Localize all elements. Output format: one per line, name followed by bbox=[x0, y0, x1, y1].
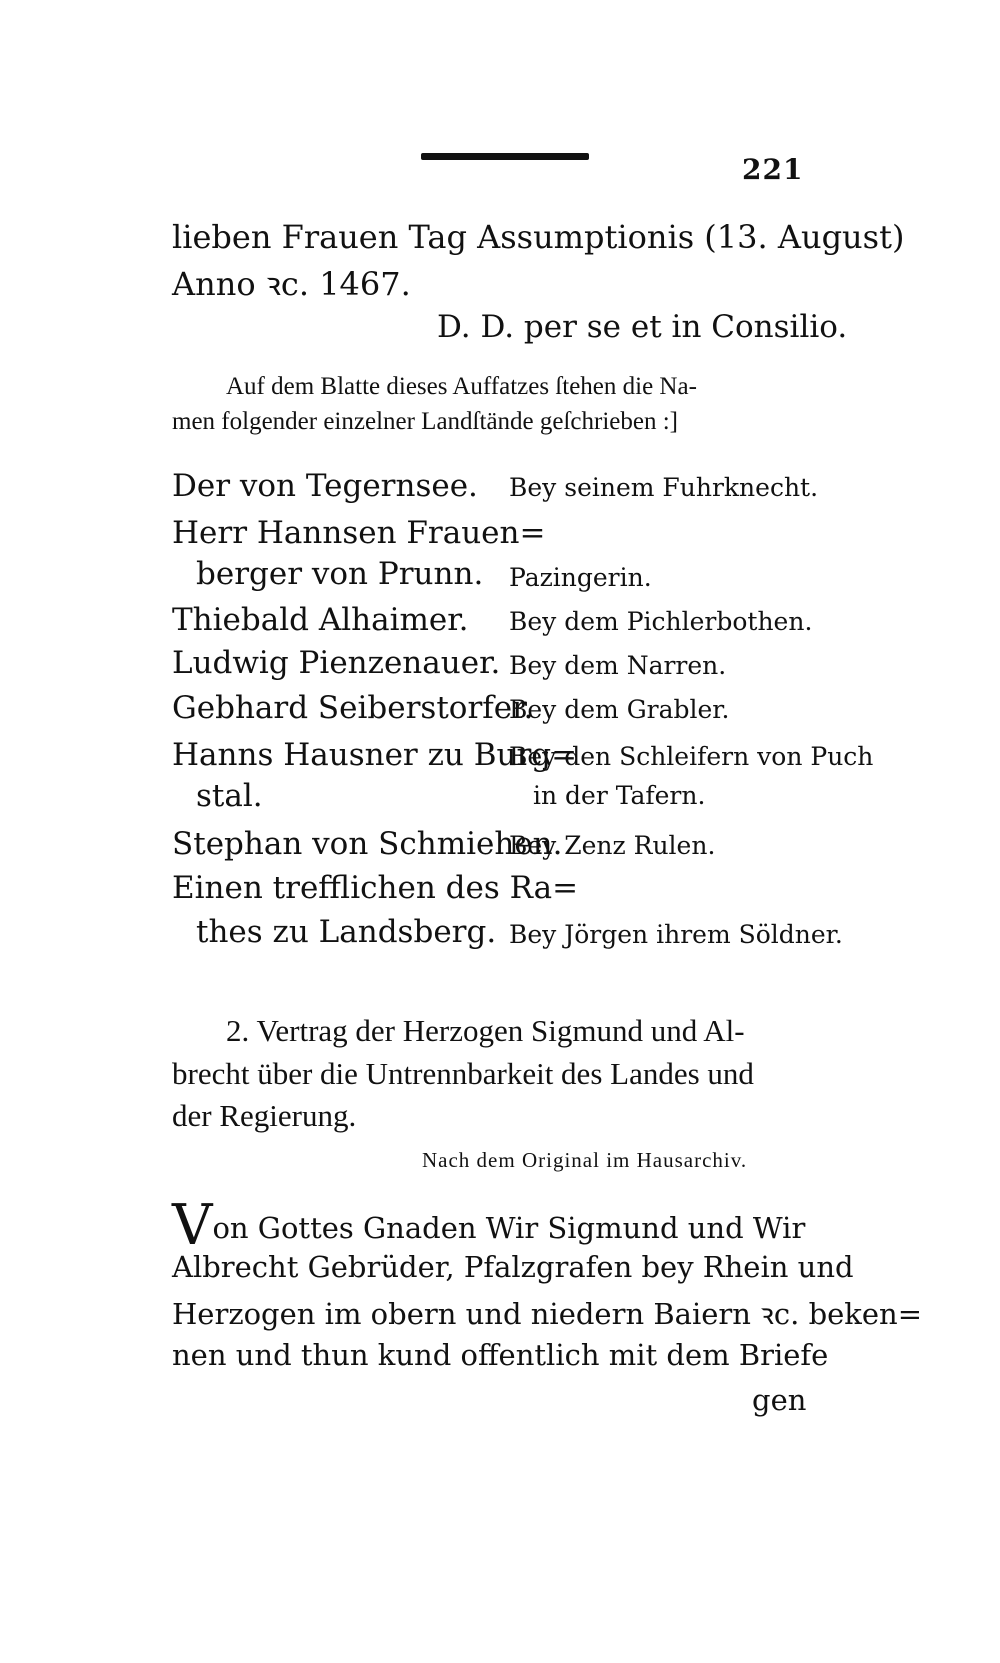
entry-name: berger von Prunn. bbox=[196, 556, 484, 592]
entry-place: Bey dem Pichlerbothen. bbox=[509, 607, 813, 636]
entry-name: Der von Tegernsee. bbox=[172, 468, 478, 504]
body-line-4: nen und thun kund offentlich mit dem Briefe bbox=[172, 1338, 829, 1372]
entry-name: thes zu Landsberg. bbox=[196, 914, 497, 950]
entry-place: Bey Jörgen ihrem Söldner. bbox=[509, 920, 843, 949]
section-heading-line-3: der Regierung. bbox=[172, 1098, 357, 1133]
entry-place: in der Tafern. bbox=[533, 781, 706, 810]
signature: D. D. per se et in Consilio. bbox=[437, 309, 848, 345]
section-heading-line-1: 2. Vertrag der Herzogen Sigmund und Al- bbox=[226, 1013, 745, 1048]
body-line-3: Herzogen im obern und niedern Baiern ꝛc. beken= bbox=[172, 1297, 923, 1331]
entry-name: Thiebald Alhaimer. bbox=[172, 602, 469, 638]
entry-name: Herr Hannsen Frauen= bbox=[172, 515, 546, 551]
catchword: gen bbox=[752, 1383, 807, 1417]
header-rule bbox=[421, 153, 589, 160]
entry-place: Bey Zenz Rulen. bbox=[509, 831, 716, 860]
body-line-2: Albrecht Gebrüder, Pfalzgrafen bey Rhein und bbox=[172, 1250, 854, 1284]
entry-name: Hanns Hausner zu Burg= bbox=[172, 737, 578, 773]
entry-place: Bey dem Grabler. bbox=[509, 695, 730, 724]
entry-place: Bey den Schleifern von Puch bbox=[509, 742, 874, 771]
intro-line-1: lieben Frauen Tag Assumptionis (13. August) bbox=[172, 218, 905, 256]
drop-cap: V bbox=[172, 1193, 213, 1258]
entry-place: Bey seinem Fuhrknecht. bbox=[509, 473, 819, 502]
note-line-2: men folgender einzelner Landſtände geſchrieben :] bbox=[172, 408, 679, 435]
entry-name: Gebhard Seiberstorfer. bbox=[172, 690, 534, 726]
section-heading-line-2: brecht über die Untrennbarkeit des Landes und bbox=[172, 1056, 754, 1091]
source-note: Nach dem Original im Hausarchiv. bbox=[422, 1148, 748, 1172]
entry-place: Pazingerin. bbox=[509, 563, 652, 592]
entry-name: Ludwig Pienzenauer. bbox=[172, 645, 501, 681]
body-line-text: on Gottes Gnaden Wir Sigmund und Wir bbox=[212, 1211, 806, 1245]
entry-name: Stephan von Schmiehen. bbox=[172, 826, 563, 862]
entry-place: Bey dem Narren. bbox=[509, 651, 727, 680]
entry-name: Einen trefflichen des Ra= bbox=[172, 870, 579, 906]
note-line-1: Auf dem Blatte dieses Auffatzes ſtehen die Na- bbox=[226, 373, 697, 400]
body-line-1 bbox=[172, 1193, 806, 1258]
entry-name: stal. bbox=[196, 778, 263, 814]
page-number: 221 bbox=[742, 153, 804, 186]
intro-line-2: Anno ꝛc. 1467. bbox=[172, 265, 411, 303]
